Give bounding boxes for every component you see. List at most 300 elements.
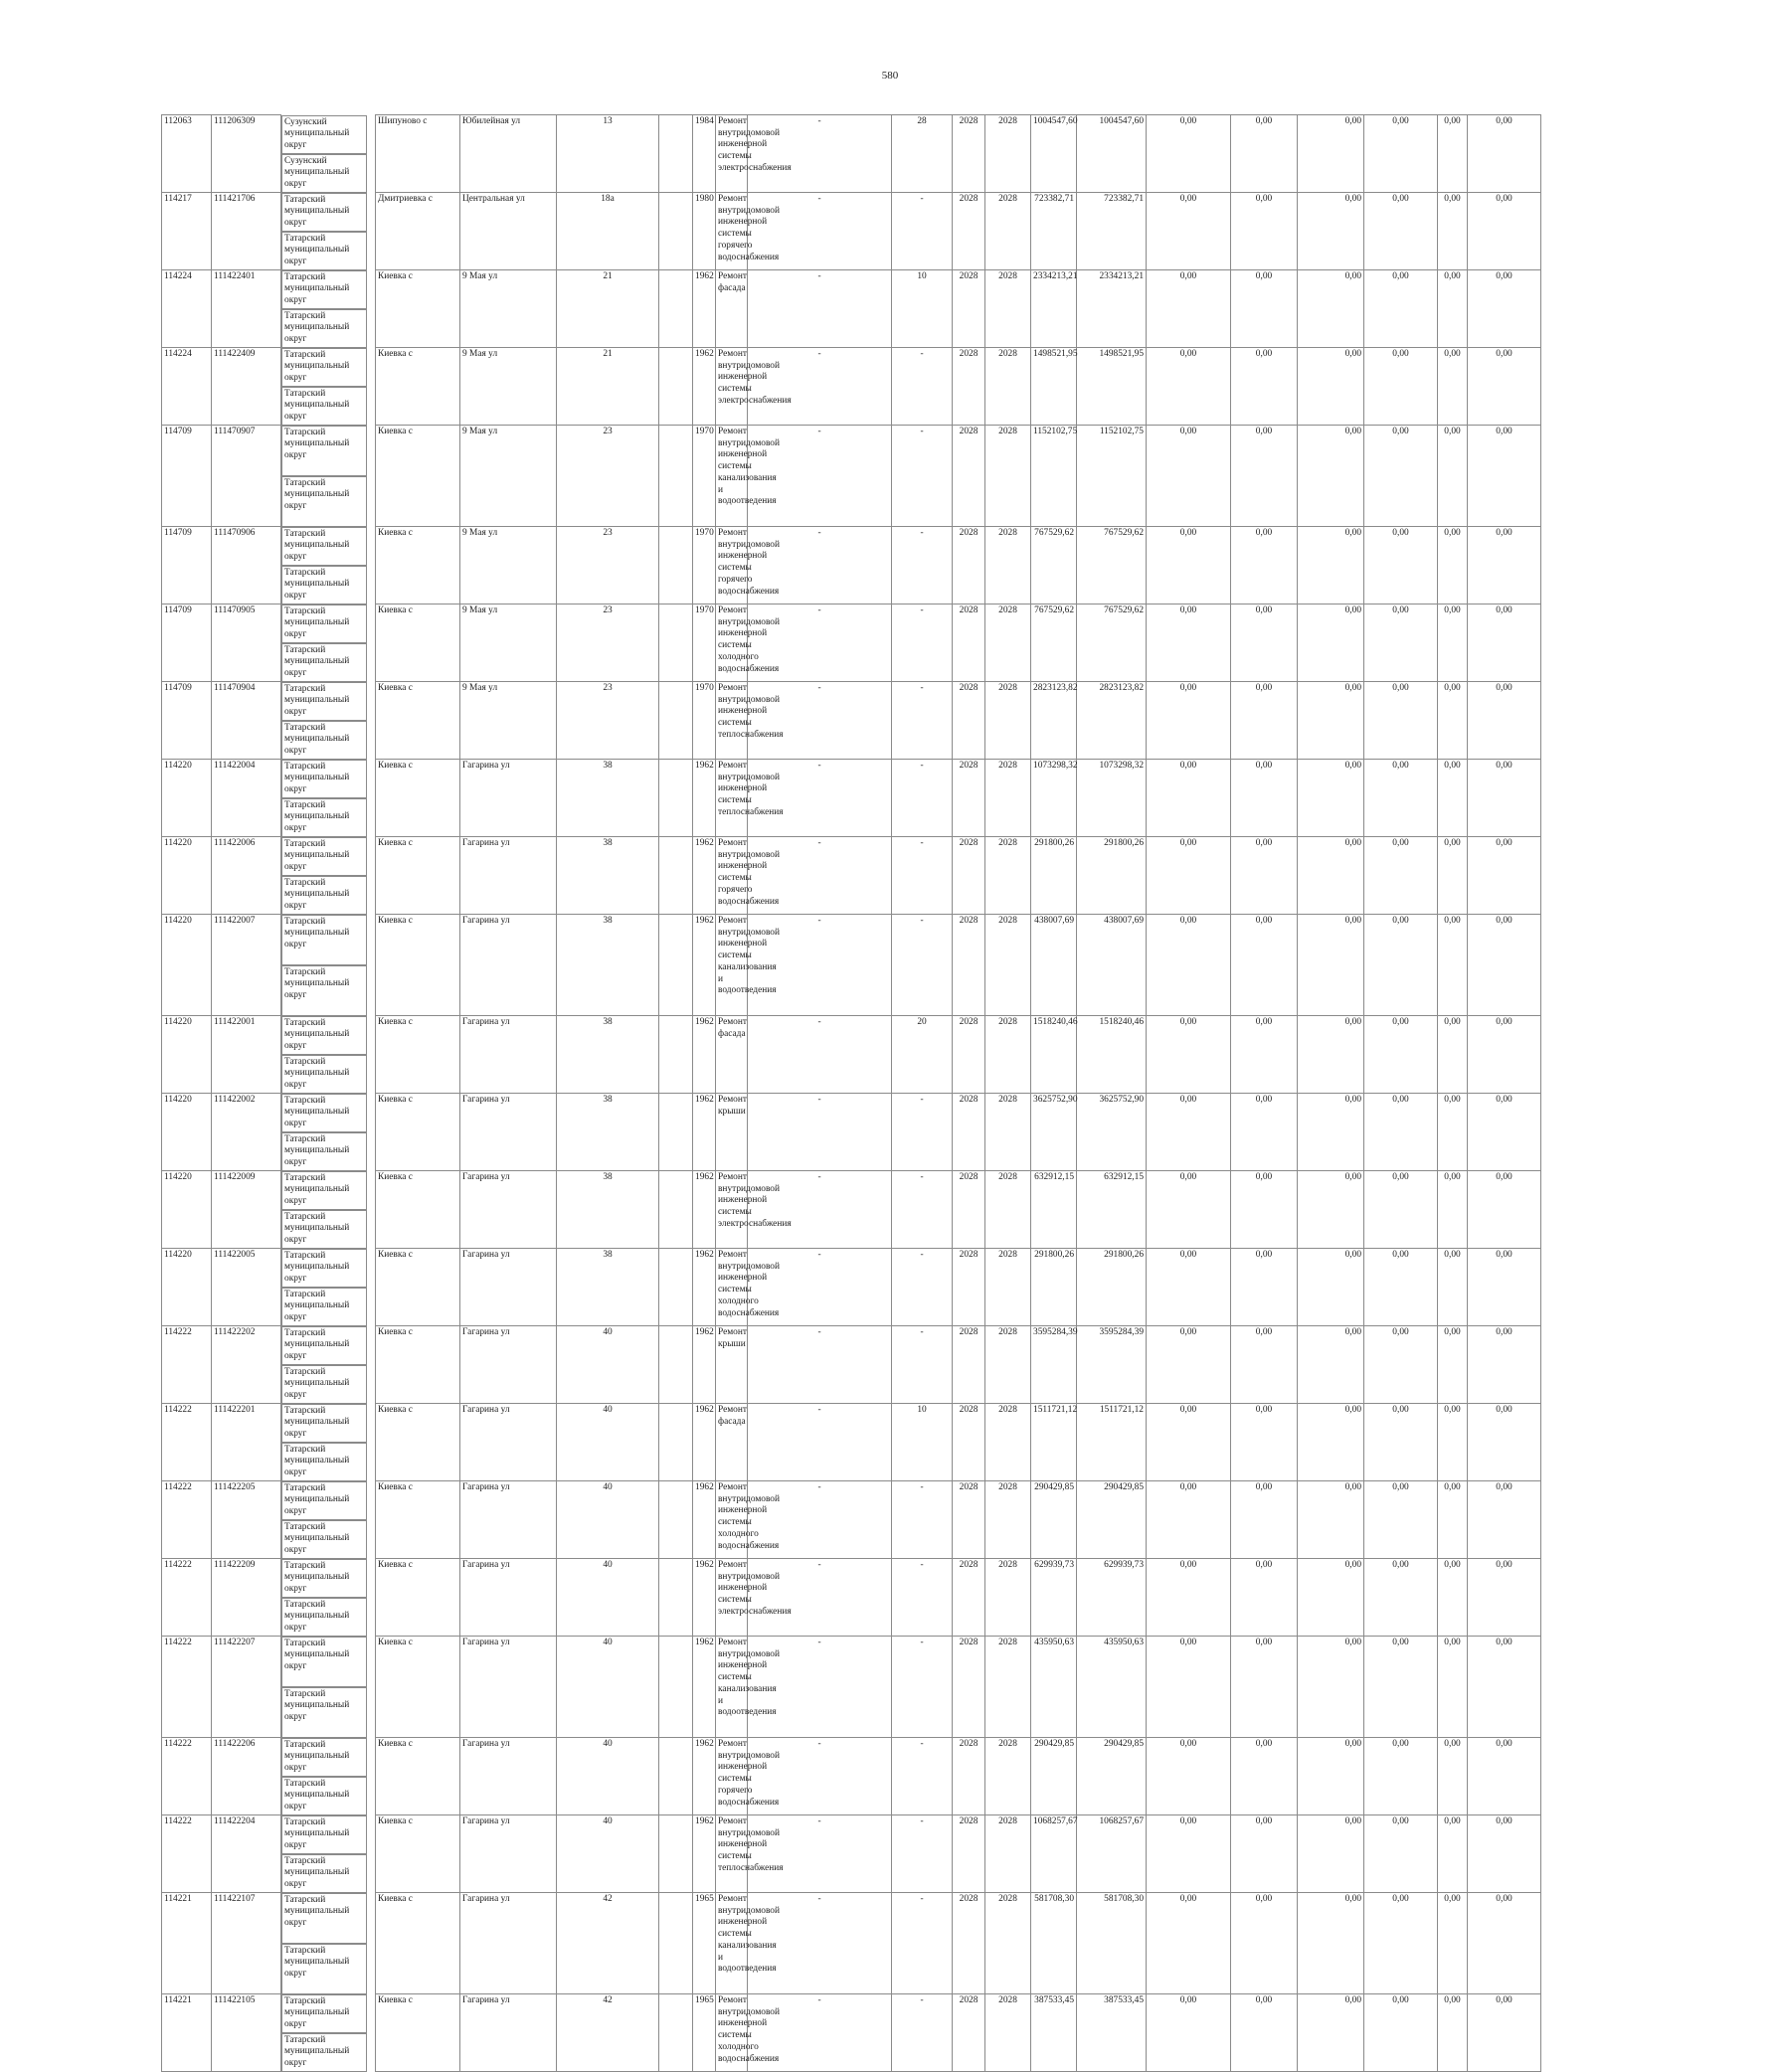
work-type: Ремонт внутридомовой инженерной системы электроснабжения	[716, 348, 748, 426]
plan-year-start: 2028	[953, 1326, 985, 1404]
build-year: 1962	[693, 760, 716, 837]
build-year: 1970	[693, 426, 716, 527]
table-row	[162, 1249, 1615, 1326]
amount-1: 0,00	[1147, 1893, 1231, 1994]
building-extra	[659, 1249, 693, 1326]
col-11-value: -	[748, 682, 892, 760]
amount-4: 0,00	[1364, 1171, 1438, 1249]
settlement-name: Киевка с	[376, 1326, 460, 1404]
build-year: 1962	[693, 837, 716, 915]
col-11-value: -	[748, 1637, 892, 1738]
total-cost: 1068257,67	[1031, 1815, 1077, 1893]
fund-cost: 2823123,82	[1077, 682, 1147, 760]
district-name: Сузунский муниципальный округ	[281, 115, 367, 154]
fund-cost: 767529,62	[1077, 527, 1147, 604]
work-type: Ремонт внутридомовой инженерной системы канализования и водоотведения	[716, 1637, 748, 1738]
amount-2: 0,00	[1231, 1738, 1298, 1815]
street-name: 9 Мая ул	[460, 348, 557, 426]
building-extra	[659, 760, 693, 837]
plan-year-start: 2028	[953, 1815, 985, 1893]
amount-4: 0,00	[1364, 915, 1438, 1016]
col-11-value: -	[748, 1893, 892, 1994]
amount-4: 0,00	[1364, 1893, 1438, 1994]
amount-1: 0,00	[1147, 915, 1231, 1016]
amount-4: 0,00	[1364, 1016, 1438, 1094]
settlement-name: Шипуново с	[376, 115, 460, 193]
work-type: Ремонт внутридомовой инженерной системы электроснабжения	[716, 115, 748, 193]
street-name: 9 Мая ул	[460, 270, 557, 348]
col-12-value: -	[892, 1815, 953, 1893]
total-cost: 581708,30	[1031, 1893, 1077, 1994]
col-11-value: -	[748, 1094, 892, 1171]
building-extra	[659, 1893, 693, 1994]
total-cost: 1518240,46	[1031, 1016, 1077, 1094]
build-year: 1962	[693, 1815, 716, 1893]
district-name: Татарский муниципальный округ	[281, 193, 367, 232]
build-year: 1962	[693, 1094, 716, 1171]
col-11-value: -	[748, 348, 892, 426]
amount-3: 0,00	[1298, 1994, 1364, 2072]
table-row	[162, 1893, 1615, 1994]
settlement-name: Киевка с	[376, 1559, 460, 1637]
amount-4: 0,00	[1364, 115, 1438, 193]
street-name: Гагарина ул	[460, 1404, 557, 1481]
col-12-value: 10	[892, 1404, 953, 1481]
table-row	[162, 1994, 1615, 2072]
amount-2: 0,00	[1231, 270, 1298, 348]
record-id: 114220	[162, 915, 212, 1016]
record-id: 114222	[162, 1481, 212, 1559]
settlement-name: Киевка с	[376, 1249, 460, 1326]
build-year: 1965	[693, 1893, 716, 1994]
municipality-name: Татарский муниципальный округ	[281, 232, 367, 270]
plan-year-end: 2028	[985, 682, 1031, 760]
amount-5: 0,00	[1438, 1016, 1468, 1094]
plan-year-start: 2028	[953, 1893, 985, 1994]
amount-1: 0,00	[1147, 426, 1231, 527]
amount-2: 0,00	[1231, 193, 1298, 270]
plan-year-end: 2028	[985, 1559, 1031, 1637]
record-code: 111422007	[212, 915, 281, 1016]
house-number: 38	[557, 760, 659, 837]
col-11-value: -	[748, 426, 892, 527]
record-id: 114222	[162, 1637, 212, 1738]
amount-1: 0,00	[1147, 1094, 1231, 1171]
district-name: Татарский муниципальный округ	[281, 682, 367, 721]
col-12-value: -	[892, 1738, 953, 1815]
municipality-name: Сузунский муниципальный округ	[281, 154, 367, 193]
amount-6: 0,00	[1468, 1016, 1541, 1094]
building-extra	[659, 1994, 693, 2072]
amount-1: 0,00	[1147, 837, 1231, 915]
fund-cost: 1518240,46	[1077, 1016, 1147, 1094]
record-code: 111422205	[212, 1481, 281, 1559]
settlement-name: Киевка с	[376, 1994, 460, 2072]
build-year: 1962	[693, 1404, 716, 1481]
municipality-name: Татарский муниципальный округ	[281, 1854, 367, 1893]
amount-6: 0,00	[1468, 527, 1541, 604]
house-number: 38	[557, 837, 659, 915]
col-11-value: -	[748, 270, 892, 348]
house-number: 38	[557, 1171, 659, 1249]
amount-1: 0,00	[1147, 1994, 1231, 2072]
amount-3: 0,00	[1298, 682, 1364, 760]
table-row	[162, 1481, 1615, 1559]
street-name: Гагарина ул	[460, 1171, 557, 1249]
plan-year-end: 2028	[985, 1404, 1031, 1481]
street-name: Гагарина ул	[460, 1815, 557, 1893]
plan-year-start: 2028	[953, 193, 985, 270]
house-number: 40	[557, 1481, 659, 1559]
plan-year-end: 2028	[985, 348, 1031, 426]
house-number: 42	[557, 1893, 659, 1994]
record-id: 114220	[162, 1249, 212, 1326]
col-11-value: -	[748, 1738, 892, 1815]
record-id: 114221	[162, 1994, 212, 2072]
amount-6: 0,00	[1468, 1249, 1541, 1326]
col-12-value: -	[892, 915, 953, 1016]
house-number: 38	[557, 1094, 659, 1171]
street-name: Гагарина ул	[460, 1994, 557, 2072]
amount-5: 0,00	[1438, 115, 1468, 193]
build-year: 1962	[693, 1326, 716, 1404]
plan-year-end: 2028	[985, 1738, 1031, 1815]
amount-1: 0,00	[1147, 1815, 1231, 1893]
table-row	[162, 760, 1615, 837]
col-11-value: -	[748, 1559, 892, 1637]
amount-6: 0,00	[1468, 1559, 1541, 1637]
total-cost: 723382,71	[1031, 193, 1077, 270]
amount-2: 0,00	[1231, 1481, 1298, 1559]
build-year: 1962	[693, 1637, 716, 1738]
settlement-name: Киевка с	[376, 1738, 460, 1815]
table-row	[162, 426, 1615, 527]
col-12-value: -	[892, 1171, 953, 1249]
building-extra	[659, 604, 693, 682]
amount-2: 0,00	[1231, 1893, 1298, 1994]
table-row	[162, 270, 1615, 348]
plan-year-start: 2028	[953, 1404, 985, 1481]
amount-6: 0,00	[1468, 837, 1541, 915]
amount-1: 0,00	[1147, 1404, 1231, 1481]
plan-year-start: 2028	[953, 115, 985, 193]
work-type: Ремонт фасада	[716, 1016, 748, 1094]
plan-year-start: 2028	[953, 1994, 985, 2072]
plan-year-end: 2028	[985, 1481, 1031, 1559]
plan-year-start: 2028	[953, 1171, 985, 1249]
amount-3: 0,00	[1298, 1016, 1364, 1094]
building-extra	[659, 1815, 693, 1893]
record-code: 111422002	[212, 1094, 281, 1171]
col-11-value: -	[748, 115, 892, 193]
amount-6: 0,00	[1468, 1637, 1541, 1738]
plan-year-end: 2028	[985, 1637, 1031, 1738]
municipality-name: Татарский муниципальный округ	[281, 876, 367, 915]
plan-year-start: 2028	[953, 682, 985, 760]
settlement-name: Киевка с	[376, 1171, 460, 1249]
fund-cost: 723382,71	[1077, 193, 1147, 270]
amount-4: 0,00	[1364, 270, 1438, 348]
col-12-value: -	[892, 1994, 953, 2072]
street-name: 9 Мая ул	[460, 426, 557, 527]
table-row	[162, 1326, 1615, 1404]
municipality-name: Татарский муниципальный округ	[281, 965, 367, 1016]
house-number: 23	[557, 426, 659, 527]
work-type: Ремонт внутридомовой инженерной системы теплоснабжения	[716, 682, 748, 760]
settlement-name: Киевка с	[376, 1094, 460, 1171]
amount-5: 0,00	[1438, 348, 1468, 426]
col-12-value: 28	[892, 115, 953, 193]
house-number: 21	[557, 270, 659, 348]
plan-year-start: 2028	[953, 1738, 985, 1815]
record-code: 111422107	[212, 1893, 281, 1994]
build-year: 1984	[693, 115, 716, 193]
amount-4: 0,00	[1364, 682, 1438, 760]
building-extra	[659, 426, 693, 527]
fund-cost: 581708,30	[1077, 1893, 1147, 1994]
amount-6: 0,00	[1468, 915, 1541, 1016]
street-name: Гагарина ул	[460, 1559, 557, 1637]
record-id: 114221	[162, 1893, 212, 1994]
total-cost: 291800,26	[1031, 837, 1077, 915]
record-id: 114222	[162, 1738, 212, 1815]
build-year: 1962	[693, 1738, 716, 1815]
plan-year-start: 2028	[953, 527, 985, 604]
col-12-value: -	[892, 604, 953, 682]
district-name: Татарский муниципальный округ	[281, 1559, 367, 1598]
work-type: Ремонт внутридомовой инженерной системы канализования и водоотведения	[716, 426, 748, 527]
record-id: 114709	[162, 426, 212, 527]
district-name: Татарский муниципальный округ	[281, 1171, 367, 1210]
amount-1: 0,00	[1147, 760, 1231, 837]
amount-6: 0,00	[1468, 604, 1541, 682]
street-name: Центральная ул	[460, 193, 557, 270]
amount-2: 0,00	[1231, 837, 1298, 915]
fund-cost: 3595284,39	[1077, 1326, 1147, 1404]
building-extra	[659, 193, 693, 270]
record-code: 111422206	[212, 1738, 281, 1815]
plan-year-start: 2028	[953, 1637, 985, 1738]
amount-3: 0,00	[1298, 1326, 1364, 1404]
col-12-value: -	[892, 837, 953, 915]
build-year: 1962	[693, 270, 716, 348]
record-id: 114220	[162, 1171, 212, 1249]
amount-6: 0,00	[1468, 1481, 1541, 1559]
record-id: 114222	[162, 1559, 212, 1637]
municipality-name: Татарский муниципальный округ	[281, 1598, 367, 1637]
amount-6: 0,00	[1468, 1738, 1541, 1815]
fund-cost: 291800,26	[1077, 1249, 1147, 1326]
house-number: 40	[557, 1637, 659, 1738]
building-extra	[659, 1559, 693, 1637]
amount-1: 0,00	[1147, 1637, 1231, 1738]
total-cost: 1511721,12	[1031, 1404, 1077, 1481]
work-type: Ремонт внутридомовой инженерной системы теплоснабжения	[716, 760, 748, 837]
build-year: 1970	[693, 682, 716, 760]
plan-year-end: 2028	[985, 1326, 1031, 1404]
amount-4: 0,00	[1364, 527, 1438, 604]
fund-cost: 1073298,32	[1077, 760, 1147, 837]
plan-year-start: 2028	[953, 270, 985, 348]
amount-1: 0,00	[1147, 527, 1231, 604]
work-type: Ремонт внутридомовой инженерной системы теплоснабжения	[716, 1815, 748, 1893]
amount-3: 0,00	[1298, 1637, 1364, 1738]
district-name: Татарский муниципальный округ	[281, 604, 367, 643]
total-cost: 632912,15	[1031, 1171, 1077, 1249]
building-extra	[659, 527, 693, 604]
table-row	[162, 115, 1615, 193]
table-row	[162, 915, 1615, 1016]
amount-3: 0,00	[1298, 527, 1364, 604]
amount-3: 0,00	[1298, 1481, 1364, 1559]
repair-registry-table	[161, 114, 1615, 2072]
house-number: 38	[557, 1249, 659, 1326]
amount-1: 0,00	[1147, 682, 1231, 760]
municipality-name: Татарский муниципальный округ	[281, 566, 367, 604]
amount-3: 0,00	[1298, 1893, 1364, 1994]
district-name: Татарский муниципальный округ	[281, 1994, 367, 2033]
amount-6: 0,00	[1468, 348, 1541, 426]
district-name: Татарский муниципальный округ	[281, 1326, 367, 1365]
record-code: 111422207	[212, 1637, 281, 1738]
col-11-value: -	[748, 1249, 892, 1326]
amount-5: 0,00	[1438, 1815, 1468, 1893]
plan-year-end: 2028	[985, 1094, 1031, 1171]
amount-5: 0,00	[1438, 1326, 1468, 1404]
amount-1: 0,00	[1147, 1016, 1231, 1094]
total-cost: 387533,45	[1031, 1994, 1077, 2072]
district-name: Татарский муниципальный округ	[281, 1815, 367, 1854]
table-row	[162, 348, 1615, 426]
amount-6: 0,00	[1468, 682, 1541, 760]
amount-2: 0,00	[1231, 682, 1298, 760]
amount-6: 0,00	[1468, 1994, 1541, 2072]
amount-1: 0,00	[1147, 1559, 1231, 1637]
col-11-value: -	[748, 1171, 892, 1249]
street-name: Гагарина ул	[460, 1094, 557, 1171]
house-number: 42	[557, 1994, 659, 2072]
amount-3: 0,00	[1298, 604, 1364, 682]
work-type: Ремонт внутридомовой инженерной системы электроснабжения	[716, 1559, 748, 1637]
amount-5: 0,00	[1438, 270, 1468, 348]
plan-year-end: 2028	[985, 1249, 1031, 1326]
amount-3: 0,00	[1298, 193, 1364, 270]
record-code: 111470904	[212, 682, 281, 760]
table-row	[162, 1815, 1615, 1893]
record-code: 111422201	[212, 1404, 281, 1481]
plan-year-start: 2028	[953, 837, 985, 915]
table-row	[162, 1559, 1615, 1637]
amount-2: 0,00	[1231, 1171, 1298, 1249]
amount-3: 0,00	[1298, 426, 1364, 527]
work-type: Ремонт внутридомовой инженерной системы электроснабжения	[716, 1171, 748, 1249]
amount-4: 0,00	[1364, 1326, 1438, 1404]
amount-3: 0,00	[1298, 270, 1364, 348]
amount-5: 0,00	[1438, 1559, 1468, 1637]
amount-2: 0,00	[1231, 1249, 1298, 1326]
amount-3: 0,00	[1298, 1559, 1364, 1637]
amount-1: 0,00	[1147, 1481, 1231, 1559]
total-cost: 290429,85	[1031, 1481, 1077, 1559]
amount-4: 0,00	[1364, 1815, 1438, 1893]
house-number: 40	[557, 1738, 659, 1815]
fund-cost: 1511721,12	[1077, 1404, 1147, 1481]
table-row	[162, 1016, 1615, 1094]
table-row	[162, 1171, 1615, 1249]
fund-cost: 1004547,60	[1077, 115, 1147, 193]
col-12-value: 20	[892, 1016, 953, 1094]
district-name: Татарский муниципальный округ	[281, 1094, 367, 1132]
amount-5: 0,00	[1438, 682, 1468, 760]
settlement-name: Киевка с	[376, 270, 460, 348]
record-code: 111422004	[212, 760, 281, 837]
fund-cost: 632912,15	[1077, 1171, 1147, 1249]
record-code: 111470906	[212, 527, 281, 604]
amount-1: 0,00	[1147, 115, 1231, 193]
record-id: 114222	[162, 1404, 212, 1481]
record-id: 114224	[162, 270, 212, 348]
house-number: 18а	[557, 193, 659, 270]
col-12-value: -	[892, 527, 953, 604]
street-name: Гагарина ул	[460, 837, 557, 915]
amount-5: 0,00	[1438, 760, 1468, 837]
amount-2: 0,00	[1231, 1559, 1298, 1637]
amount-2: 0,00	[1231, 348, 1298, 426]
table-row	[162, 837, 1615, 915]
municipality-name: Татарский муниципальный округ	[281, 1944, 367, 1994]
record-id: 114222	[162, 1815, 212, 1893]
municipality-name: Татарский муниципальный округ	[281, 387, 367, 426]
amount-5: 0,00	[1438, 527, 1468, 604]
col-12-value: -	[892, 1481, 953, 1559]
record-id: 114709	[162, 682, 212, 760]
record-id: 112063	[162, 115, 212, 193]
amount-2: 0,00	[1231, 1326, 1298, 1404]
plan-year-start: 2028	[953, 1559, 985, 1637]
building-extra	[659, 837, 693, 915]
total-cost: 290429,85	[1031, 1738, 1077, 1815]
total-cost: 291800,26	[1031, 1249, 1077, 1326]
settlement-name: Киевка с	[376, 426, 460, 527]
total-cost: 3625752,90	[1031, 1094, 1077, 1171]
amount-1: 0,00	[1147, 1738, 1231, 1815]
col-12-value: 10	[892, 270, 953, 348]
street-name: Гагарина ул	[460, 1326, 557, 1404]
work-type: Ремонт внутридомовой инженерной системы горячего водоснабжения	[716, 193, 748, 270]
district-name: Татарский муниципальный округ	[281, 1249, 367, 1288]
record-code: 111422006	[212, 837, 281, 915]
amount-4: 0,00	[1364, 837, 1438, 915]
amount-4: 0,00	[1364, 604, 1438, 682]
amount-4: 0,00	[1364, 760, 1438, 837]
plan-year-start: 2028	[953, 1481, 985, 1559]
total-cost: 438007,69	[1031, 915, 1077, 1016]
settlement-name: Киевка с	[376, 1016, 460, 1094]
settlement-name: Киевка с	[376, 348, 460, 426]
record-code: 111422001	[212, 1016, 281, 1094]
record-id: 114217	[162, 193, 212, 270]
street-name: 9 Мая ул	[460, 604, 557, 682]
col-11-value: -	[748, 1016, 892, 1094]
record-code: 111470907	[212, 426, 281, 527]
building-extra	[659, 1404, 693, 1481]
total-cost: 1152102,75	[1031, 426, 1077, 527]
work-type: Ремонт внутридомовой инженерной системы холодного водоснабжения	[716, 1249, 748, 1326]
amount-3: 0,00	[1298, 1249, 1364, 1326]
building-extra	[659, 1637, 693, 1738]
building-extra	[659, 682, 693, 760]
record-code: 111422105	[212, 1994, 281, 2072]
